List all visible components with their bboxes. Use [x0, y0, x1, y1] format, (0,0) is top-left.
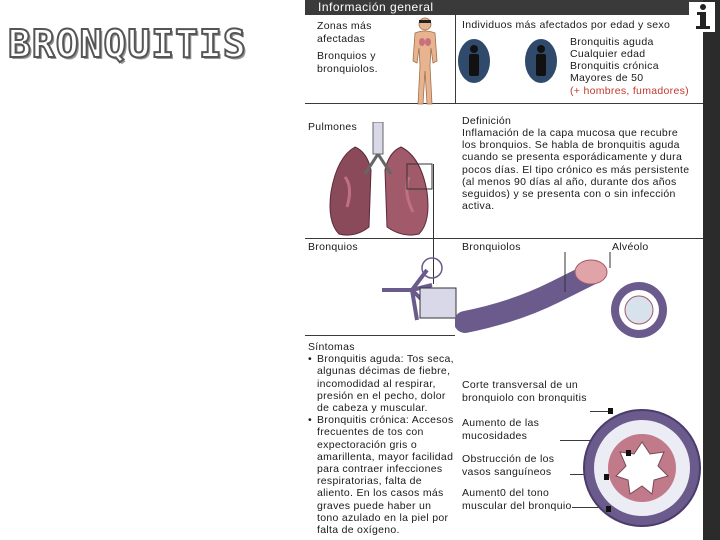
symptoms-list — [308, 353, 456, 536]
affected-title: Individuos más afectados por edad y sexo — [462, 19, 671, 31]
acute-age: Cualquier edad — [570, 48, 646, 60]
bronchi-label: Bronquios — [308, 241, 358, 253]
alveolus-label: Alvéolo — [612, 241, 649, 253]
chronic-label: Bronquitis crónica — [570, 60, 659, 72]
divider-top — [305, 103, 703, 104]
muscle-label: Aument0 del tono muscular del bronquio — [462, 487, 572, 512]
bronchiole-alveolus-illustration — [455, 252, 673, 342]
person-icon-male — [458, 39, 490, 83]
symptom-item-acute: • Bronquitis aguda: Tos seca, algunas décimas de fiebre, incomodidad al respirar, presión en el pecho, dolor de cabeza y muscular. — [317, 353, 456, 414]
definition-body: Inflamación de la capa mucosa que recubre los bronquios. Se habla de bronquitis aguda cuando se presenta esporádicamente y dura pocos días. El tipo crónico es más persistente (al menos 90 días al año, durante dos años seguidos) y se presenta con o sin infección activa. — [462, 127, 690, 213]
affected-note: (+ hombres, fumadores) — [570, 85, 689, 97]
lungs-illustration — [325, 122, 433, 240]
vessels-label: Obstrucción de los vasos sanguíneos — [462, 453, 555, 478]
divider-low — [305, 335, 455, 336]
symptoms-block — [308, 341, 456, 536]
page-title: BRONQUITIS — [8, 22, 247, 66]
lungs-label: Pulmones — [308, 121, 358, 133]
divider-vertical — [455, 15, 456, 103]
acute-label: Bronquitis aguda — [570, 36, 654, 48]
person-icon-female — [525, 39, 557, 83]
bronchioles-label: Bronquiolos — [462, 241, 521, 253]
bronchi-illustration — [372, 250, 462, 330]
header-label: Información general — [318, 0, 434, 14]
cross-section-title: Corte transversal de un bronquiolo con bronquitis — [462, 379, 587, 404]
definition-title: Definición — [462, 115, 512, 127]
right-sidebar — [703, 0, 720, 540]
zones-body: Bronquios y bronquiolos. — [317, 50, 378, 75]
zones-title: Zonas más afectadas — [317, 20, 372, 45]
human-figure-illustration — [400, 16, 450, 106]
symptom-item-chronic: • Bronquitis crónica: Accesos frecuentes de tos con expectoración gris o amarillenta, mayor facilidad para contraer infecciones respiratorias, falta de aliento. En los casos más graves puede haber un tono azulado en la piel por falta de oxígeno. — [317, 414, 456, 536]
mucus-label: Aumento de las mucosidades — [462, 417, 540, 442]
symptoms-title: Síntomas — [308, 341, 355, 353]
chronic-age: Mayores de 50 — [570, 72, 644, 84]
bronchiole-cross-section — [580, 404, 702, 534]
